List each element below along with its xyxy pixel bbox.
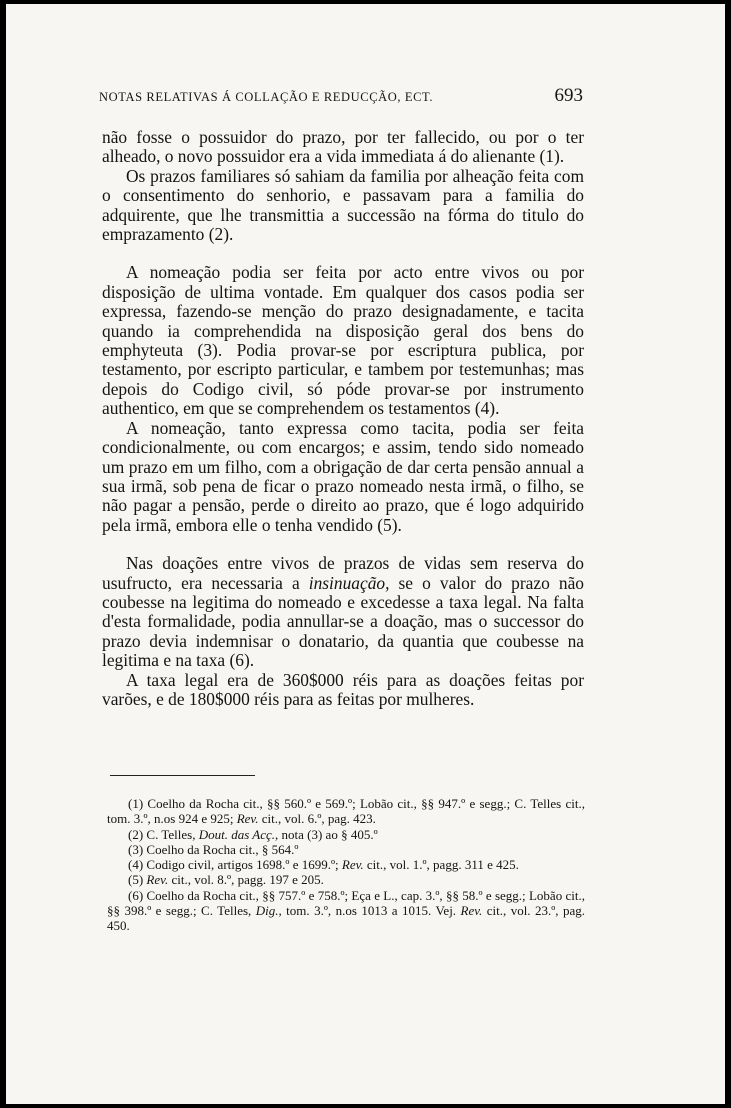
- footnote: (6) Coelho da Rocha cit., §§ 757.º e 758.º; Eça e L., cap. 3.º, §§ 58.º e segg.; Lobão cit., §§ 398.º e segg.; C. Telles, Dig., tom. 3.º, n.os 1013 a 1015. Vej. Rev. cit., vol. 23.º, pag. 450.: [107, 887, 585, 934]
- paragraph: A taxa legal era de 360$000 réis para as doações feitas por varões, e de 180$000 réis para as feitas por mulheres.: [102, 669, 584, 709]
- footnote: (1) Coelho da Rocha cit., §§ 560.º e 569.º; Lobão cit., §§ 947.º e segg.; C. Telles cit., tom. 3.º, n.os 924 e 925; Rev. cit., vol. 6.º, pag. 423.: [107, 796, 585, 827]
- book-page: [6, 4, 725, 1104]
- running-title: NOTAS RELATIVAS Á COLLAÇÃO E REDUCÇÃO, ECT.: [99, 90, 434, 104]
- paragraph: Os prazos familiares só sahiam da familia por alheação feita com o consentimento do senhorio, e passavam para a familia do adquirente, que lhe transmittia a successão na fórma do titulo do emprazamento (2).: [102, 165, 584, 245]
- footnote: (4) Codigo civil, artigos 1698.º e 1699.º; Rev. cit., vol. 1.º, pagg. 311 e 425.: [128, 857, 519, 873]
- footnote: (5) Rev. cit., vol. 8.º, pagg. 197 e 205.: [128, 872, 324, 888]
- page-number: 693: [554, 85, 583, 106]
- paragraph: A nomeação podia ser feita por acto entre vivos ou por disposição de ultima vontade. Em qualquer dos casos podia ser expressa, fazendo-se menção do prazo designadamente, e tacita quando ia comprehendida na disposição geral dos bens do emphyteuta (3). Podia provar-se por escriptura publica, por testamento, por escripto particular, e tambem por testemunhas; mas depois do Codigo civil, só póde provar-se por instrumento authentico, em que se comprehendem os testamentos (4).: [102, 262, 584, 419]
- paragraph: A nomeação, tanto expressa como tacita, podia ser feita condicionalmente, ou com encargos; e assim, tendo sido nomeado um prazo em um filho, com a obrigação de dar certa pensão annual a sua irmã, sob pena de ficar o prazo nomeado nesta irmã, o filho, se não pagar a pensão, perde o direito ao prazo, que é logo adquirido pela irmã, embora elle o tenha vendido (5).: [102, 417, 584, 535]
- main-text: [102, 128, 584, 709]
- paragraph: não fosse o possuidor do prazo, por ter fallecido, ou por o ter alheado, o novo possuidor era a vida immediata á do alienante (1).: [102, 127, 584, 167]
- footnote: (3) Coelho da Rocha cit., § 564.º: [128, 841, 299, 857]
- paragraph: Nas doações entre vivos de prazos de vidas sem reserva do usufructo, era necessaria a insinuação, se o valor do prazo não coubesse na legitima do nomeado e excedesse a taxa legal. Na falta d'esta formalidade, podia annullar-se a doação, mas o successor do prazo devia indemnisar o donatario, da quantia que coubesse na legitima e na taxa (6).: [102, 553, 584, 671]
- footnotes: [107, 796, 585, 934]
- page-header: [99, 85, 583, 107]
- footnote-rule: [110, 775, 255, 776]
- footnote: (2) C. Telles, Dout. das Acç., nota (3) ao § 405.º: [128, 826, 378, 842]
